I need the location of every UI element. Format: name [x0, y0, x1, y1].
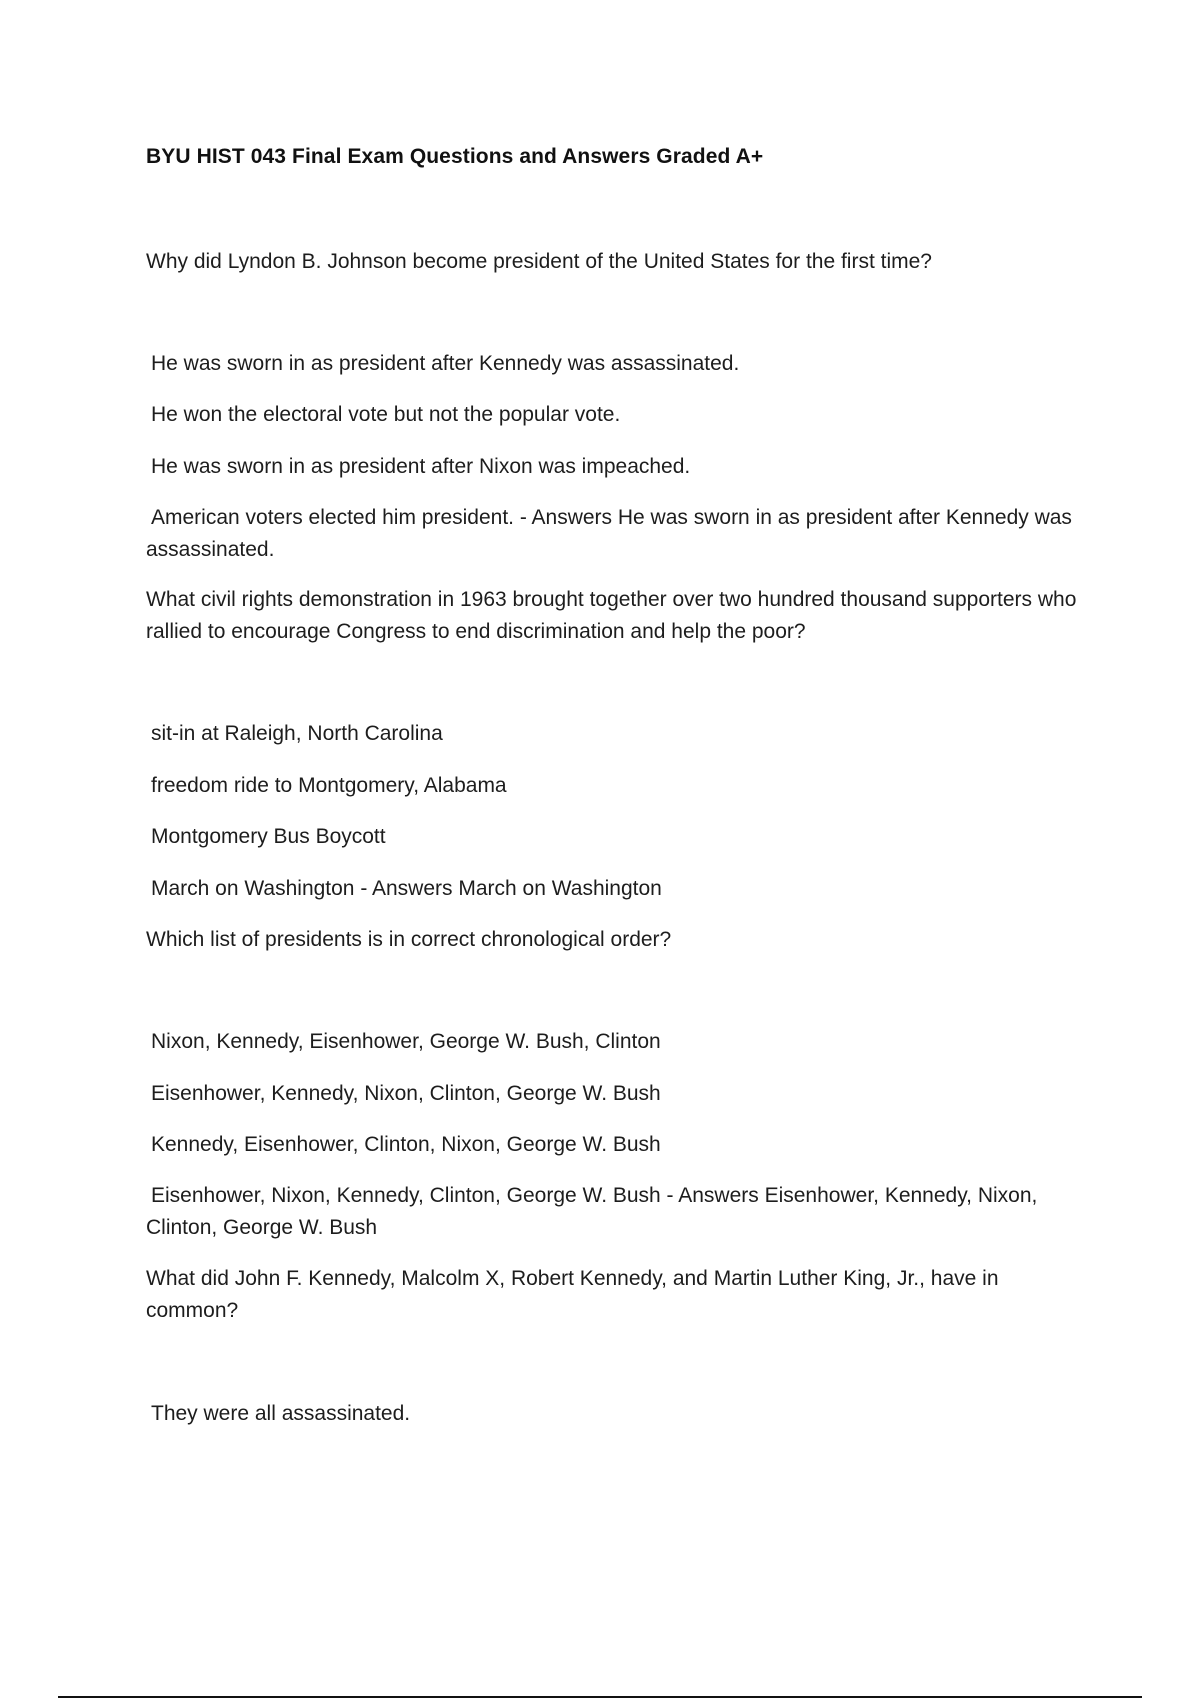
question-4: What did John F. Kennedy, Malcolm X, Robert Kennedy, and Martin Luther King, Jr., have in common? — [146, 1267, 999, 1322]
question-2-option-3: Montgomery Bus Boycott — [151, 825, 386, 848]
question-3-option-1: Nixon, Kennedy, Eisenhower, George W. Bush, Clinton — [151, 1030, 661, 1053]
question-1: Why did Lyndon B. Johnson become president of the United States for the first time? — [146, 250, 932, 273]
question-4-option-1: They were all assassinated. — [151, 1402, 411, 1425]
document-title: BYU HIST 043 Final Exam Questions and Answers Graded A+ — [146, 145, 764, 168]
question-1-option-3: He was sworn in as president after Nixon was impeached. — [151, 455, 691, 478]
question-3-option-2: Eisenhower, Kennedy, Nixon, Clinton, George W. Bush — [151, 1082, 661, 1105]
question-3: Which list of presidents is in correct chronological order? — [146, 928, 672, 951]
question-3-option-3: Kennedy, Eisenhower, Clinton, Nixon, George W. Bush — [151, 1133, 661, 1156]
question-3-option-4-answer: Eisenhower, Nixon, Kennedy, Clinton, George W. Bush - Answers Eisenhower, Kennedy, Nixon, Clinton, George W. Bush — [146, 1184, 1038, 1239]
question-1-option-2: He won the electoral vote but not the popular vote. — [151, 403, 621, 426]
question-2-option-4-answer: March on Washington - Answers March on Washington — [151, 877, 662, 900]
question-2-option-2: freedom ride to Montgomery, Alabama — [151, 774, 507, 797]
footer-rule — [58, 1696, 1142, 1698]
question-1-option-4-answer: American voters elected him president. - Answers He was sworn in as president after Kennedy was assassinated. — [146, 506, 1072, 561]
question-1-option-1: He was sworn in as president after Kennedy was assassinated. — [151, 352, 740, 375]
question-2: What civil rights demonstration in 1963 brought together over two hundred thousand supporters who rallied to encourage Congress to end discrimination and help the poor? — [146, 588, 1077, 643]
question-2-option-1: sit-in at Raleigh, North Carolina — [151, 722, 443, 745]
